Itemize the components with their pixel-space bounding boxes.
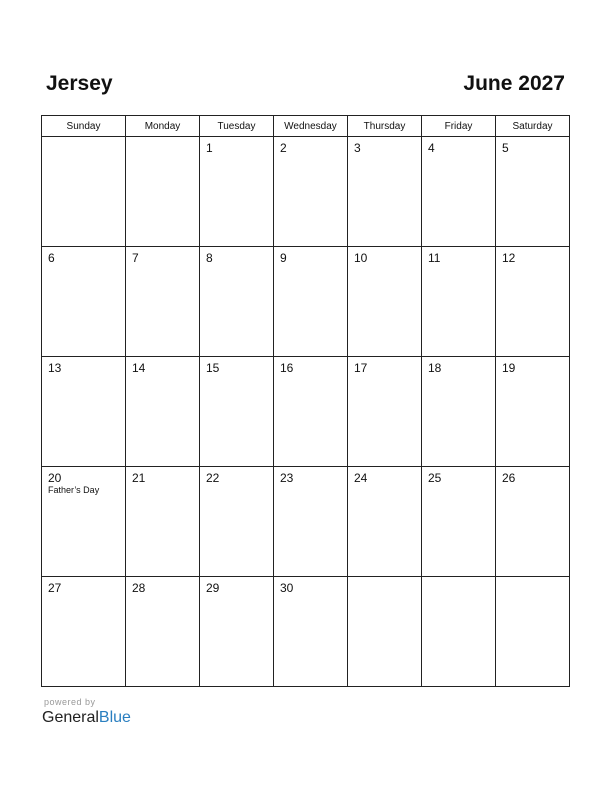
week-row bbox=[42, 357, 570, 467]
day-cell[interactable] bbox=[422, 357, 496, 467]
day-cell[interactable] bbox=[200, 577, 274, 687]
week-row bbox=[42, 137, 570, 247]
day-number: 22 bbox=[206, 471, 220, 485]
day-cell[interactable] bbox=[42, 357, 126, 467]
weekday-saturday: Saturday bbox=[496, 116, 570, 137]
day-cell[interactable] bbox=[126, 577, 200, 687]
day-cell[interactable] bbox=[42, 247, 126, 357]
day-number: 5 bbox=[502, 141, 509, 155]
day-number: 21 bbox=[132, 471, 146, 485]
day-cell bbox=[42, 137, 126, 247]
day-number: 4 bbox=[428, 141, 435, 155]
day-number: 13 bbox=[48, 361, 62, 375]
day-number: 1 bbox=[206, 141, 213, 155]
day-cell[interactable] bbox=[348, 357, 422, 467]
day-cell[interactable] bbox=[274, 577, 348, 687]
day-number: 12 bbox=[502, 251, 516, 265]
day-cell[interactable] bbox=[274, 357, 348, 467]
day-number: 16 bbox=[280, 361, 294, 375]
region-title: Jersey bbox=[46, 72, 113, 95]
day-number: 15 bbox=[206, 361, 220, 375]
day-cell[interactable] bbox=[126, 247, 200, 357]
day-cell bbox=[348, 577, 422, 687]
day-number: 11 bbox=[428, 251, 441, 265]
day-cell[interactable] bbox=[274, 247, 348, 357]
day-cell[interactable] bbox=[496, 137, 570, 247]
brand-blue-text: Blue bbox=[98, 709, 131, 726]
calendar-grid bbox=[41, 115, 570, 687]
day-cell[interactable] bbox=[126, 357, 200, 467]
weekday-header-row bbox=[42, 116, 570, 137]
week-row bbox=[42, 247, 570, 357]
day-number: 18 bbox=[428, 361, 442, 375]
day-number: 25 bbox=[428, 471, 442, 485]
day-number: 24 bbox=[354, 471, 368, 485]
day-number: 14 bbox=[132, 361, 146, 375]
day-number: 3 bbox=[354, 141, 361, 155]
day-cell[interactable] bbox=[200, 357, 274, 467]
powered-by-text: powered by bbox=[44, 697, 96, 707]
day-number: 19 bbox=[502, 361, 516, 375]
day-cell bbox=[496, 577, 570, 687]
day-number: 29 bbox=[206, 581, 220, 595]
day-number: 26 bbox=[502, 471, 516, 485]
day-cell[interactable] bbox=[496, 357, 570, 467]
generalblue-logo[interactable] bbox=[42, 709, 131, 727]
day-cell[interactable] bbox=[42, 577, 126, 687]
day-cell[interactable] bbox=[200, 247, 274, 357]
week-row bbox=[42, 467, 570, 577]
day-cell bbox=[422, 577, 496, 687]
day-cell[interactable] bbox=[274, 137, 348, 247]
day-number: 23 bbox=[280, 471, 294, 485]
day-number: 10 bbox=[354, 251, 368, 265]
weekday-thursday: Thursday bbox=[348, 116, 422, 137]
day-number: 30 bbox=[280, 581, 294, 595]
day-number: 17 bbox=[354, 361, 368, 375]
week-row bbox=[42, 577, 570, 687]
day-number: 7 bbox=[132, 251, 139, 265]
weekday-friday: Friday bbox=[422, 116, 496, 137]
weekday-wednesday: Wednesday bbox=[274, 116, 348, 137]
day-number: 8 bbox=[206, 251, 213, 265]
day-number: 9 bbox=[280, 251, 287, 265]
day-cell[interactable] bbox=[126, 467, 200, 577]
month-year-title: June 2027 bbox=[463, 72, 565, 95]
holiday-label: Father’s Day bbox=[48, 485, 100, 495]
day-cell[interactable] bbox=[422, 247, 496, 357]
weekday-monday: Monday bbox=[126, 116, 200, 137]
day-cell[interactable] bbox=[200, 467, 274, 577]
day-number: 27 bbox=[48, 581, 62, 595]
day-cell[interactable] bbox=[274, 467, 348, 577]
day-number: 6 bbox=[48, 251, 55, 265]
day-number: 20 bbox=[48, 471, 62, 485]
day-cell[interactable] bbox=[422, 467, 496, 577]
day-cell[interactable] bbox=[42, 467, 126, 577]
day-cell bbox=[126, 137, 200, 247]
day-cell[interactable] bbox=[422, 137, 496, 247]
day-number: 2 bbox=[280, 141, 287, 155]
day-cell[interactable] bbox=[200, 137, 274, 247]
day-cell[interactable] bbox=[348, 467, 422, 577]
weekday-tuesday: Tuesday bbox=[200, 116, 274, 137]
day-number: 28 bbox=[132, 581, 146, 595]
day-cell[interactable] bbox=[348, 137, 422, 247]
day-cell[interactable] bbox=[348, 247, 422, 357]
day-cell[interactable] bbox=[496, 247, 570, 357]
brand-general-text: General bbox=[42, 709, 99, 726]
day-cell[interactable] bbox=[496, 467, 570, 577]
weekday-sunday: Sunday bbox=[42, 116, 126, 137]
